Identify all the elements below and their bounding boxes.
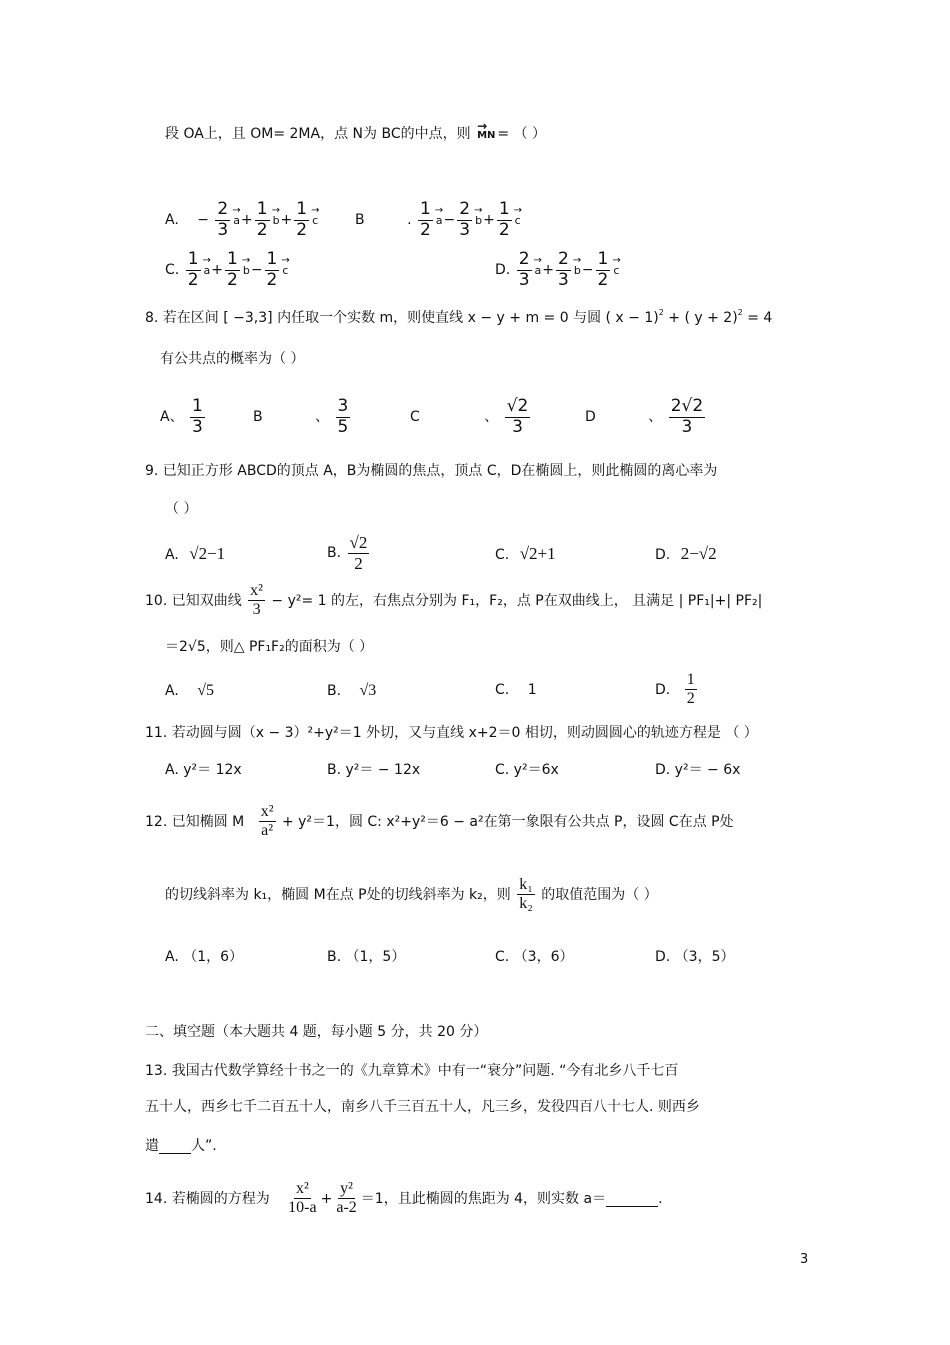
- q9-option-c: C. √2+1: [495, 544, 556, 563]
- q9-option-b: B. $\frac{√2}{2}$: [327, 533, 368, 573]
- q9-line1: 9. 已知正方形 ABCD的顶点 A，B为椭圆的焦点，顶点 C，D在椭圆上，则此椭圆的离心率为: [145, 463, 718, 479]
- q7-option-c: C. $\frac{1}{2}$ → a+ $\frac{1}{2}$ → b− $\frac{1}{2}$ → c: [165, 250, 289, 290]
- q9-line2: （ ）: [165, 501, 198, 517]
- q11-option-c: C. y²＝6x: [495, 762, 559, 778]
- q10-option-c: C. 1: [495, 682, 537, 698]
- page-number: 3: [800, 1252, 809, 1267]
- q7-option-b: B . $\frac{1}{2}$ → a− $\frac{2}{3}$ → b+ $\frac{1}{2}$ → c: [355, 200, 522, 240]
- q13-line2: 五十人，西乡七千二百五十人，南乡八千三百五十人，凡三乡，发役四百八十七人. 则西乡: [145, 1099, 700, 1115]
- q13-line1: 13. 我国古代数学算经十书之一的《九章算术》中有一“衰分”问题. “今有北乡八千七百: [145, 1063, 679, 1079]
- fraction: $\frac{3}{5}$: [337, 396, 349, 437]
- option-label: C.: [165, 262, 180, 279]
- q13-line3: 遣 人”.: [145, 1138, 217, 1154]
- q10-line2: ＝2√5，则△ PF₁F₂的面积为（ ）: [165, 639, 374, 655]
- q8-option-c: C 、 $\frac{√2}{3}$: [410, 396, 529, 437]
- q11-line1: 11. 若动圆与圆（x − 3）²+y²＝1 外切，又与直线 x+2＝0 相切，则动圆圆心的轨迹方程是 （ ）: [145, 725, 758, 741]
- option-label: A.: [165, 212, 179, 229]
- option-label: D.: [495, 262, 511, 279]
- q10-option-b: B. √3: [327, 682, 377, 699]
- q12-option-b: B. （1，5）: [327, 949, 406, 965]
- q8-option-d: D 、 $\frac{2√2}{3}$: [585, 396, 704, 437]
- q8-line1: 8. 若在区间 [ −3,3] 内任取一个实数 m，则使直线 x − y + m = 0 与圆 ( x − 1)$^2$ + ( y + 2)$^2$ = 4: [145, 308, 773, 326]
- fraction: $\frac{2√2}{3}$: [670, 396, 704, 437]
- q12-option-c: C. （3，6）: [495, 949, 574, 965]
- answer-blank: [159, 1139, 191, 1154]
- section-heading: 二、填空题（本大题共 4 题，每小题 5 分，共 20 分）: [145, 1024, 488, 1040]
- option-label: B: [355, 212, 365, 229]
- fraction: $\frac{1}{3}$: [192, 396, 203, 437]
- q9-option-a: A. √2−1: [165, 544, 226, 563]
- q12-option-d: D. （3，5）: [655, 949, 735, 965]
- q11-option-a: A. y²＝ 12x: [165, 762, 242, 778]
- fraction: $\frac{√2}{3}$: [506, 396, 529, 437]
- q12-line2: 的切线斜率为 k₁，椭圆 M在点 P处的切线斜率为 k₂，则 $\frac{\text{k₁}}{\text{k₂}}$ 的取值范围为（ ）: [165, 876, 658, 913]
- q8-line2: 有公共点的概率为（ ）: [160, 351, 305, 367]
- q7-option-a: A. − $\frac{2}{3}$ → a+ $\frac{1}{2}$ → b+ $\frac{1}{2}$ → c: [165, 200, 319, 240]
- q14-line1: 14. 若椭圆的方程为 $\frac{\text{x²}}{10-a}$ + $\frac{\text{y²}}{a-2}$ ＝1，且此椭圆的焦距为 4，则实数 a＝ .: [145, 1180, 663, 1217]
- q7-eq: = （ ）: [497, 126, 547, 142]
- q10-line1: 10. 已知双曲线 $\frac{\text{x²}}{3}$ − y²= 1 的左，右焦点分别为 F₁，F₂，点 P在双曲线上， 且满足 | PF₁|+| PF₂|: [145, 582, 763, 619]
- q8-option-a: A、 $\frac{1}{3}$: [160, 396, 203, 437]
- q8-option-b: B 、 $\frac{3}{5}$: [253, 396, 349, 437]
- vector-mn: → MN: [477, 131, 495, 141]
- fraction: $\frac{2}{3}$: [217, 199, 229, 240]
- q10-option-a: A. √5: [165, 682, 215, 699]
- q9-option-d: D. 2−√2: [655, 544, 717, 563]
- q10-option-d: D. $\frac{1}{2}$: [655, 671, 695, 708]
- q12-line1: 12. 已知椭圆 M $\frac{\text{x²}}{\text{a²}}$ + y²＝1，圆 C: x²+y²＝6 − a²在第一象限有公共点 P，设圆 C在点 P处: [145, 803, 734, 840]
- answer-blank: [606, 1192, 658, 1207]
- q11-option-b: B. y²＝ − 12x: [327, 762, 421, 778]
- q7-line1: [165, 127, 546, 141]
- q7-text: 段 OA上，且 OM= 2MA，点 N为 BC的中点，则: [165, 126, 471, 142]
- q12-option-a: A. （1，6）: [165, 949, 244, 965]
- q7-option-d: D. $\frac{2}{3}$ → a+ $\frac{2}{3}$ → b− $\frac{1}{2}$ → c: [495, 250, 620, 290]
- q11-option-d: D. y²＝ − 6x: [655, 762, 741, 778]
